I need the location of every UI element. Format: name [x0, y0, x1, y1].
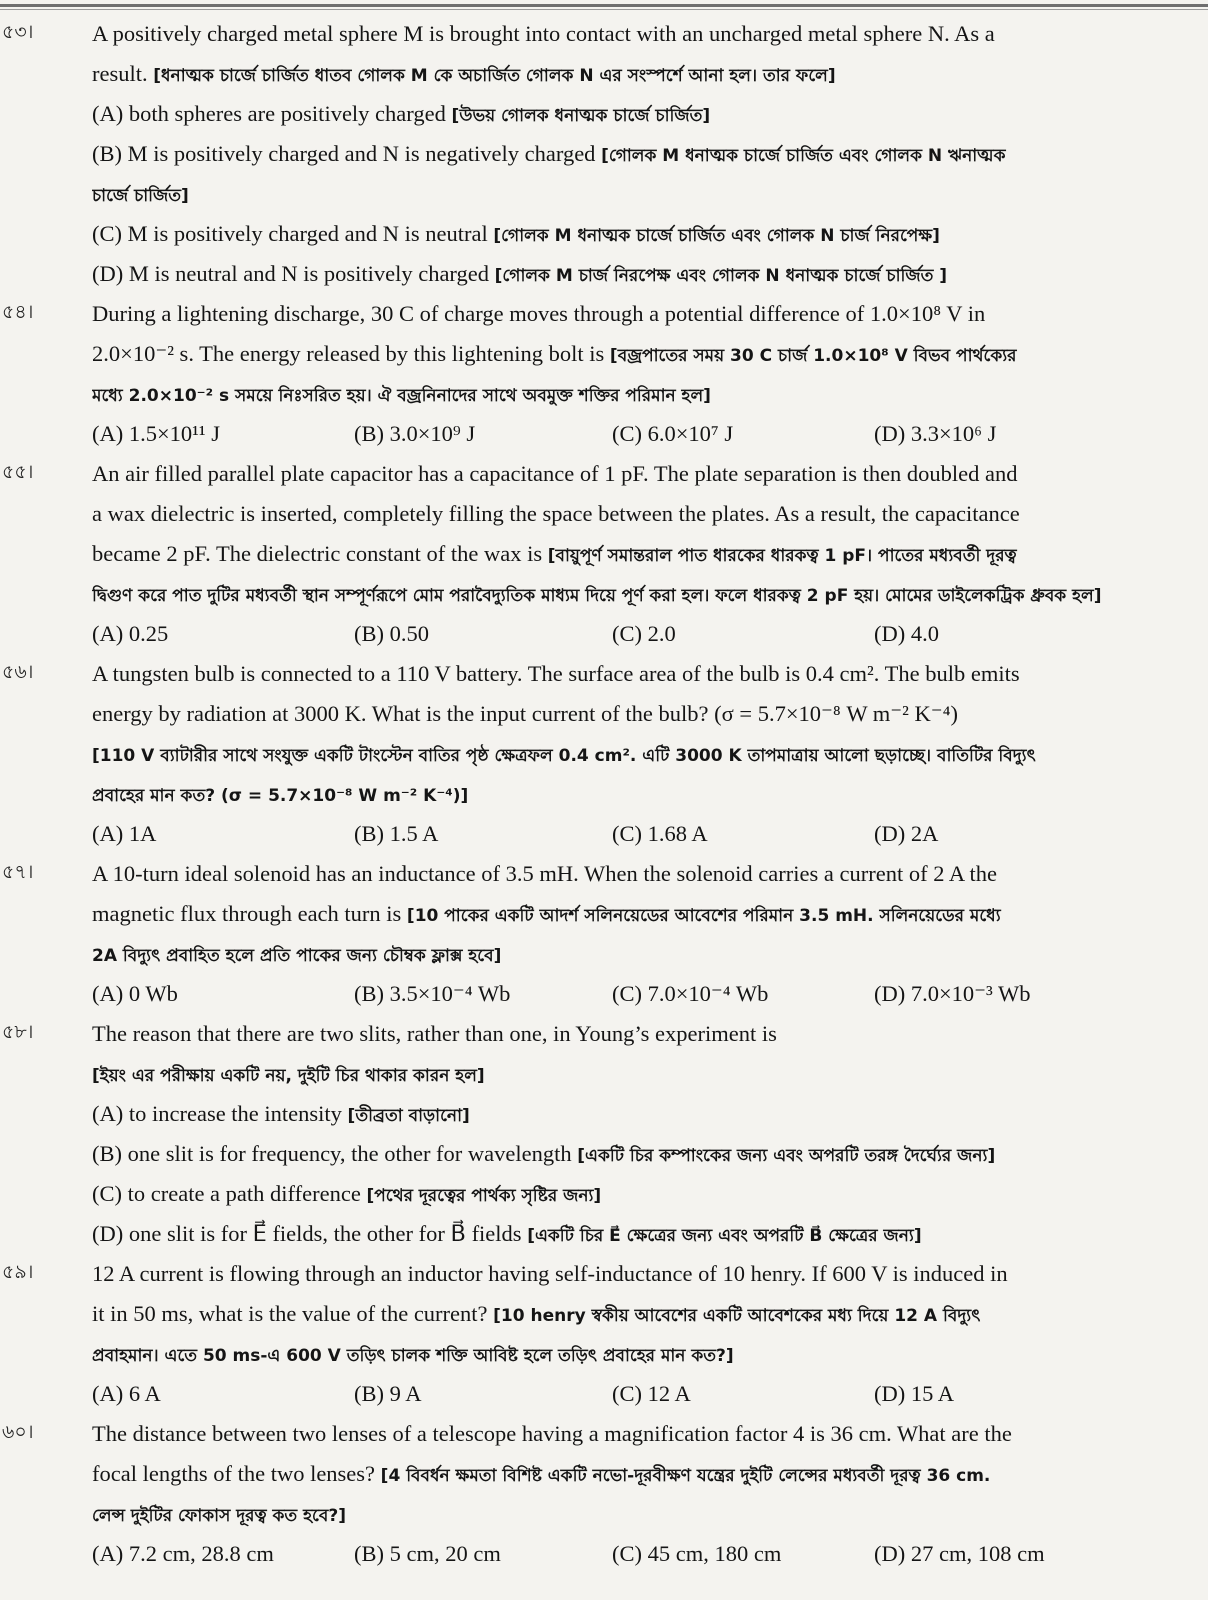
- options-row: [92, 614, 1200, 654]
- bangla-translation: [বায়ুপূর্ণ সমান্তরাল পাত ধারকের ধারকত্ব 1 pF। পাতের মধ্যবর্তী দূরত্ব: [547, 546, 1017, 566]
- question-line: [92, 774, 1200, 814]
- bangla-translation: [গোলক M চার্জ নিরপেক্ষ এবং গোলক N ধনাত্মক চার্জে চার্জিত ]: [494, 266, 948, 286]
- english-text: During a lightening discharge, 30 C of charge moves through a potential difference of 1.0×10⁸ V in: [92, 301, 986, 326]
- question-body: [92, 14, 1200, 294]
- english-text: A positively charged metal sphere M is brought into contact with an uncharged metal sphere N. As a: [92, 21, 995, 46]
- bangla-translation: [তীব্রতা বাড়ানো]: [347, 1106, 470, 1126]
- question-number: ৫৩।: [2, 21, 34, 43]
- option-b: (B) 1.5 A: [354, 821, 439, 846]
- english-text: (A) to increase the intensity: [92, 1101, 342, 1126]
- question-body: [92, 294, 1200, 454]
- english-text: A tungsten bulb is connected to a 110 V battery. The surface area of the bulb is 0.4 cm². The bulb emits: [92, 661, 1020, 686]
- top-rule: [0, 4, 1208, 7]
- options-row: [92, 1374, 1200, 1414]
- question-line: [92, 1054, 1200, 1094]
- question-line: [92, 654, 1200, 694]
- question-number: ৫৬।: [2, 661, 34, 683]
- option-c: (C) 6.0×10⁷ J: [612, 421, 734, 446]
- english-text: magnetic flux through each turn is: [92, 901, 402, 926]
- option-b: (B) 9 A: [354, 1381, 422, 1406]
- english-text: a wax dielectric is inserted, completely filling the space between the plates. As a result, the capacitance: [92, 501, 1020, 526]
- question-page: [0, 14, 1208, 1574]
- question-line: [92, 214, 1200, 254]
- bangla-translation: [একটি চির E⃗ ক্ষেত্রের জন্য এবং অপরটি B⃗ ক্ষেত্রের জন্য]: [527, 1226, 922, 1246]
- question-number: ৫৮।: [2, 1021, 34, 1043]
- options-row: [92, 814, 1200, 854]
- question-56: [0, 654, 1208, 854]
- question-line: [92, 454, 1200, 494]
- english-text: energy by radiation at 3000 K. What is the input current of the bulb? (σ = 5.7×10⁻⁸ W m⁻² K⁻⁴): [92, 701, 959, 726]
- option-a: (A) 6 A: [92, 1381, 161, 1406]
- options-row: [92, 1534, 1200, 1574]
- question-number: ৫৭।: [2, 861, 34, 883]
- question-line: [92, 1014, 1200, 1054]
- bangla-translation: মধ্যে 2.0×10⁻² s সময়ে নিঃসরিত হয়। ঐ বজ্রনিনাদের সাথে অবমুক্ত শক্তির পরিমান হল]: [92, 386, 711, 406]
- option-c: (C) 7.0×10⁻⁴ Wb: [612, 981, 769, 1006]
- question-body: [92, 454, 1200, 654]
- english-text: (C) M is positively charged and N is neutral: [92, 221, 488, 246]
- english-text: 12 A current is flowing through an inductor having self-inductance of 10 henry. If 600 V is induced in: [92, 1261, 1008, 1286]
- english-text: The distance between two lenses of a telescope having a magnification factor 4 is 36 cm. What are the: [92, 1421, 1012, 1446]
- english-text: (A) both spheres are positively charged: [92, 101, 446, 126]
- english-text: (D) one slit is for E⃗ fields, the other for B⃗ fields: [92, 1221, 522, 1246]
- bangla-translation: [10 পাকের একটি আদর্শ সলিনয়েডের আবেশের পরিমান 3.5 mH. সলিনয়েডের মধ্যে: [406, 906, 1001, 926]
- option-d: (D) 2A: [874, 821, 939, 846]
- question-55: [0, 454, 1208, 654]
- option-b: (B) 0.50: [354, 621, 429, 646]
- english-text: (B) one slit is for frequency, the other for wavelength: [92, 1141, 572, 1166]
- question-body: [92, 854, 1200, 1014]
- question-line: [92, 1094, 1200, 1134]
- bangla-translation: [110 V ব্যাটারীর সাথে সংযুক্ত একটি টাংস্টেন বাতির পৃষ্ঠ ক্ষেত্রফল 0.4 cm². এটি 3000 K তাপমাত্রায় আলো ছড়াচ্ছে। বাতিটির বিদ্যুৎ: [92, 746, 1036, 766]
- english-text: became 2 pF. The dielectric constant of the wax is: [92, 541, 543, 566]
- option-c: (C) 1.68 A: [612, 821, 708, 846]
- bangla-translation: লেন্স দুইটির ফোকাস দূরত্ব কত হবে?]: [92, 1506, 346, 1526]
- question-60: [0, 1414, 1208, 1574]
- option-a: (A) 1.5×10¹¹ J: [92, 421, 221, 446]
- english-text: (C) to create a path difference: [92, 1181, 361, 1206]
- question-line: [92, 94, 1200, 134]
- english-text: focal lengths of the two lenses?: [92, 1461, 376, 1486]
- question-line: [92, 494, 1200, 534]
- option-a: (A) 0 Wb: [92, 981, 178, 1006]
- question-58: [0, 1014, 1208, 1254]
- bangla-translation: [উভয় গোলক ধনাত্মক চার্জে চার্জিত]: [451, 106, 711, 126]
- top-rule-thin: [0, 9, 1208, 10]
- english-text: The reason that there are two slits, rather than one, in Young’s experiment is: [92, 1021, 777, 1046]
- option-c: (C) 2.0: [612, 621, 676, 646]
- question-line: [92, 1294, 1200, 1334]
- bangla-translation: [গোলক M ধনাত্মক চার্জে চার্জিত এবং গোলক N ঋনাত্মক: [601, 146, 1006, 166]
- question-line: [92, 174, 1200, 214]
- bangla-translation: [একটি চির কম্পাংকের জন্য এবং অপরটি তরঙ্গ দৈর্ঘ্যের জন্য]: [577, 1146, 996, 1166]
- bangla-translation: [বজ্রপাতের সময় 30 C চার্জ 1.0×10⁸ V বিভব পার্থক্যের: [609, 346, 1017, 366]
- question-line: [92, 854, 1200, 894]
- option-b: (B) 3.5×10⁻⁴ Wb: [354, 981, 511, 1006]
- options-row: [92, 414, 1200, 454]
- option-a: (A) 1A: [92, 821, 157, 846]
- bangla-translation: দ্বিগুণ করে পাত দুটির মধ্যবর্তী স্থান সম্পূর্ণরূপে মোম পরাবৈদ্যুতিক মাধ্যম দিয়ে পূর্ণ করা হল। ফলে ধারকত্ব 2 pF হয়। মোমের ডাইলেকট্রিক ধ্রুবক হল]: [92, 586, 1102, 606]
- bangla-translation: [গোলক M ধনাত্মক চার্জে চার্জিত এবং গোলক N চার্জ নিরপেক্ষ]: [493, 226, 940, 246]
- option-d: (D) 7.0×10⁻³ Wb: [874, 981, 1031, 1006]
- option-b: (B) 5 cm, 20 cm: [354, 1541, 501, 1566]
- question-body: [92, 1414, 1200, 1574]
- question-line: [92, 294, 1200, 334]
- question-line: [92, 734, 1200, 774]
- question-number: ৫৯।: [2, 1261, 34, 1283]
- bangla-translation: প্রবাহের মান কত? (σ = 5.7×10⁻⁸ W m⁻² K⁻⁴)]: [92, 786, 469, 806]
- question-line: [92, 1454, 1200, 1494]
- question-53: [0, 14, 1208, 294]
- bangla-translation: 2A বিদ্যুৎ প্রবাহিত হলে প্রতি পাকের জন্য চৌম্বক ফ্লাক্স হবে]: [92, 946, 502, 966]
- question-line: [92, 1214, 1200, 1254]
- question-57: [0, 854, 1208, 1014]
- question-line: [92, 1414, 1200, 1454]
- question-line: [92, 134, 1200, 174]
- question-line: [92, 14, 1200, 54]
- question-line: [92, 374, 1200, 414]
- option-a: (A) 0.25: [92, 621, 169, 646]
- option-d: (D) 4.0: [874, 621, 939, 646]
- bangla-translation: প্রবাহমান। এতে 50 ms-এ 600 V তড়িৎ চালক শক্তি আবিষ্ট হলে তড়িৎ প্রবাহের মান কত?]: [92, 1346, 734, 1366]
- question-body: [92, 1254, 1200, 1414]
- question-line: [92, 894, 1200, 934]
- option-a: (A) 7.2 cm, 28.8 cm: [92, 1541, 274, 1566]
- question-line: [92, 1174, 1200, 1214]
- bangla-translation: [10 henry স্বকীয় আবেশের একটি আবেশকের মধ্য দিয়ে 12 A বিদ্যুৎ: [493, 1306, 981, 1326]
- question-line: [92, 694, 1200, 734]
- question-line: [92, 334, 1200, 374]
- question-54: [0, 294, 1208, 454]
- option-d: (D) 15 A: [874, 1381, 954, 1406]
- bangla-translation: [ইয়ং এর পরীক্ষায় একটি নয়, দুইটি চির থাকার কারন হল]: [92, 1066, 485, 1086]
- option-d: (D) 3.3×10⁶ J: [874, 421, 997, 446]
- question-line: [92, 1494, 1200, 1534]
- option-d: (D) 27 cm, 108 cm: [874, 1541, 1045, 1566]
- english-text: (B) M is positively charged and N is negatively charged: [92, 141, 596, 166]
- bangla-translation: চার্জে চার্জিত]: [92, 186, 189, 206]
- question-59: [0, 1254, 1208, 1414]
- question-line: [92, 1254, 1200, 1294]
- option-b: (B) 3.0×10⁹ J: [354, 421, 476, 446]
- option-c: (C) 12 A: [612, 1381, 691, 1406]
- english-text: A 10-turn ideal solenoid has an inductance of 3.5 mH. When the solenoid carries a current of 2 A the: [92, 861, 997, 886]
- english-text: it in 50 ms, what is the value of the current?: [92, 1301, 488, 1326]
- question-line: [92, 54, 1200, 94]
- question-line: [92, 254, 1200, 294]
- question-number: ৫৪।: [2, 301, 34, 323]
- question-line: [92, 1334, 1200, 1374]
- english-text: (D) M is neutral and N is positively charged: [92, 261, 490, 286]
- question-number: ৫৫।: [2, 461, 34, 483]
- english-text: result.: [92, 61, 148, 86]
- question-line: [92, 934, 1200, 974]
- english-text: 2.0×10⁻² s. The energy released by this lightening bolt is: [92, 341, 605, 366]
- english-text: An air filled parallel plate capacitor has a capacitance of 1 pF. The plate separation is then doubled and: [92, 461, 1018, 486]
- question-line: [92, 574, 1200, 614]
- option-c: (C) 45 cm, 180 cm: [612, 1541, 782, 1566]
- bangla-translation: [পথের দূরত্বের পার্থক্য সৃষ্টির জন্য]: [366, 1186, 602, 1206]
- question-number: ৬০।: [2, 1421, 34, 1443]
- bangla-translation: [4 বিবর্ধন ক্ষমতা বিশিষ্ট একটি নভো-দূরবীক্ষণ যন্ত্রের দুইটি লেন্সের মধ্যবর্তী দূরত্ব 36 cm.: [380, 1466, 991, 1486]
- options-row: [92, 974, 1200, 1014]
- bangla-translation: [ধনাত্মক চার্জে চার্জিত ধাতব গোলক M কে অচার্জিত গোলক N এর সংস্পর্শে আনা হল। তার ফলে]: [153, 66, 836, 86]
- question-line: [92, 1134, 1200, 1174]
- question-body: [92, 654, 1200, 854]
- question-body: [92, 1014, 1200, 1254]
- question-line: [92, 534, 1200, 574]
